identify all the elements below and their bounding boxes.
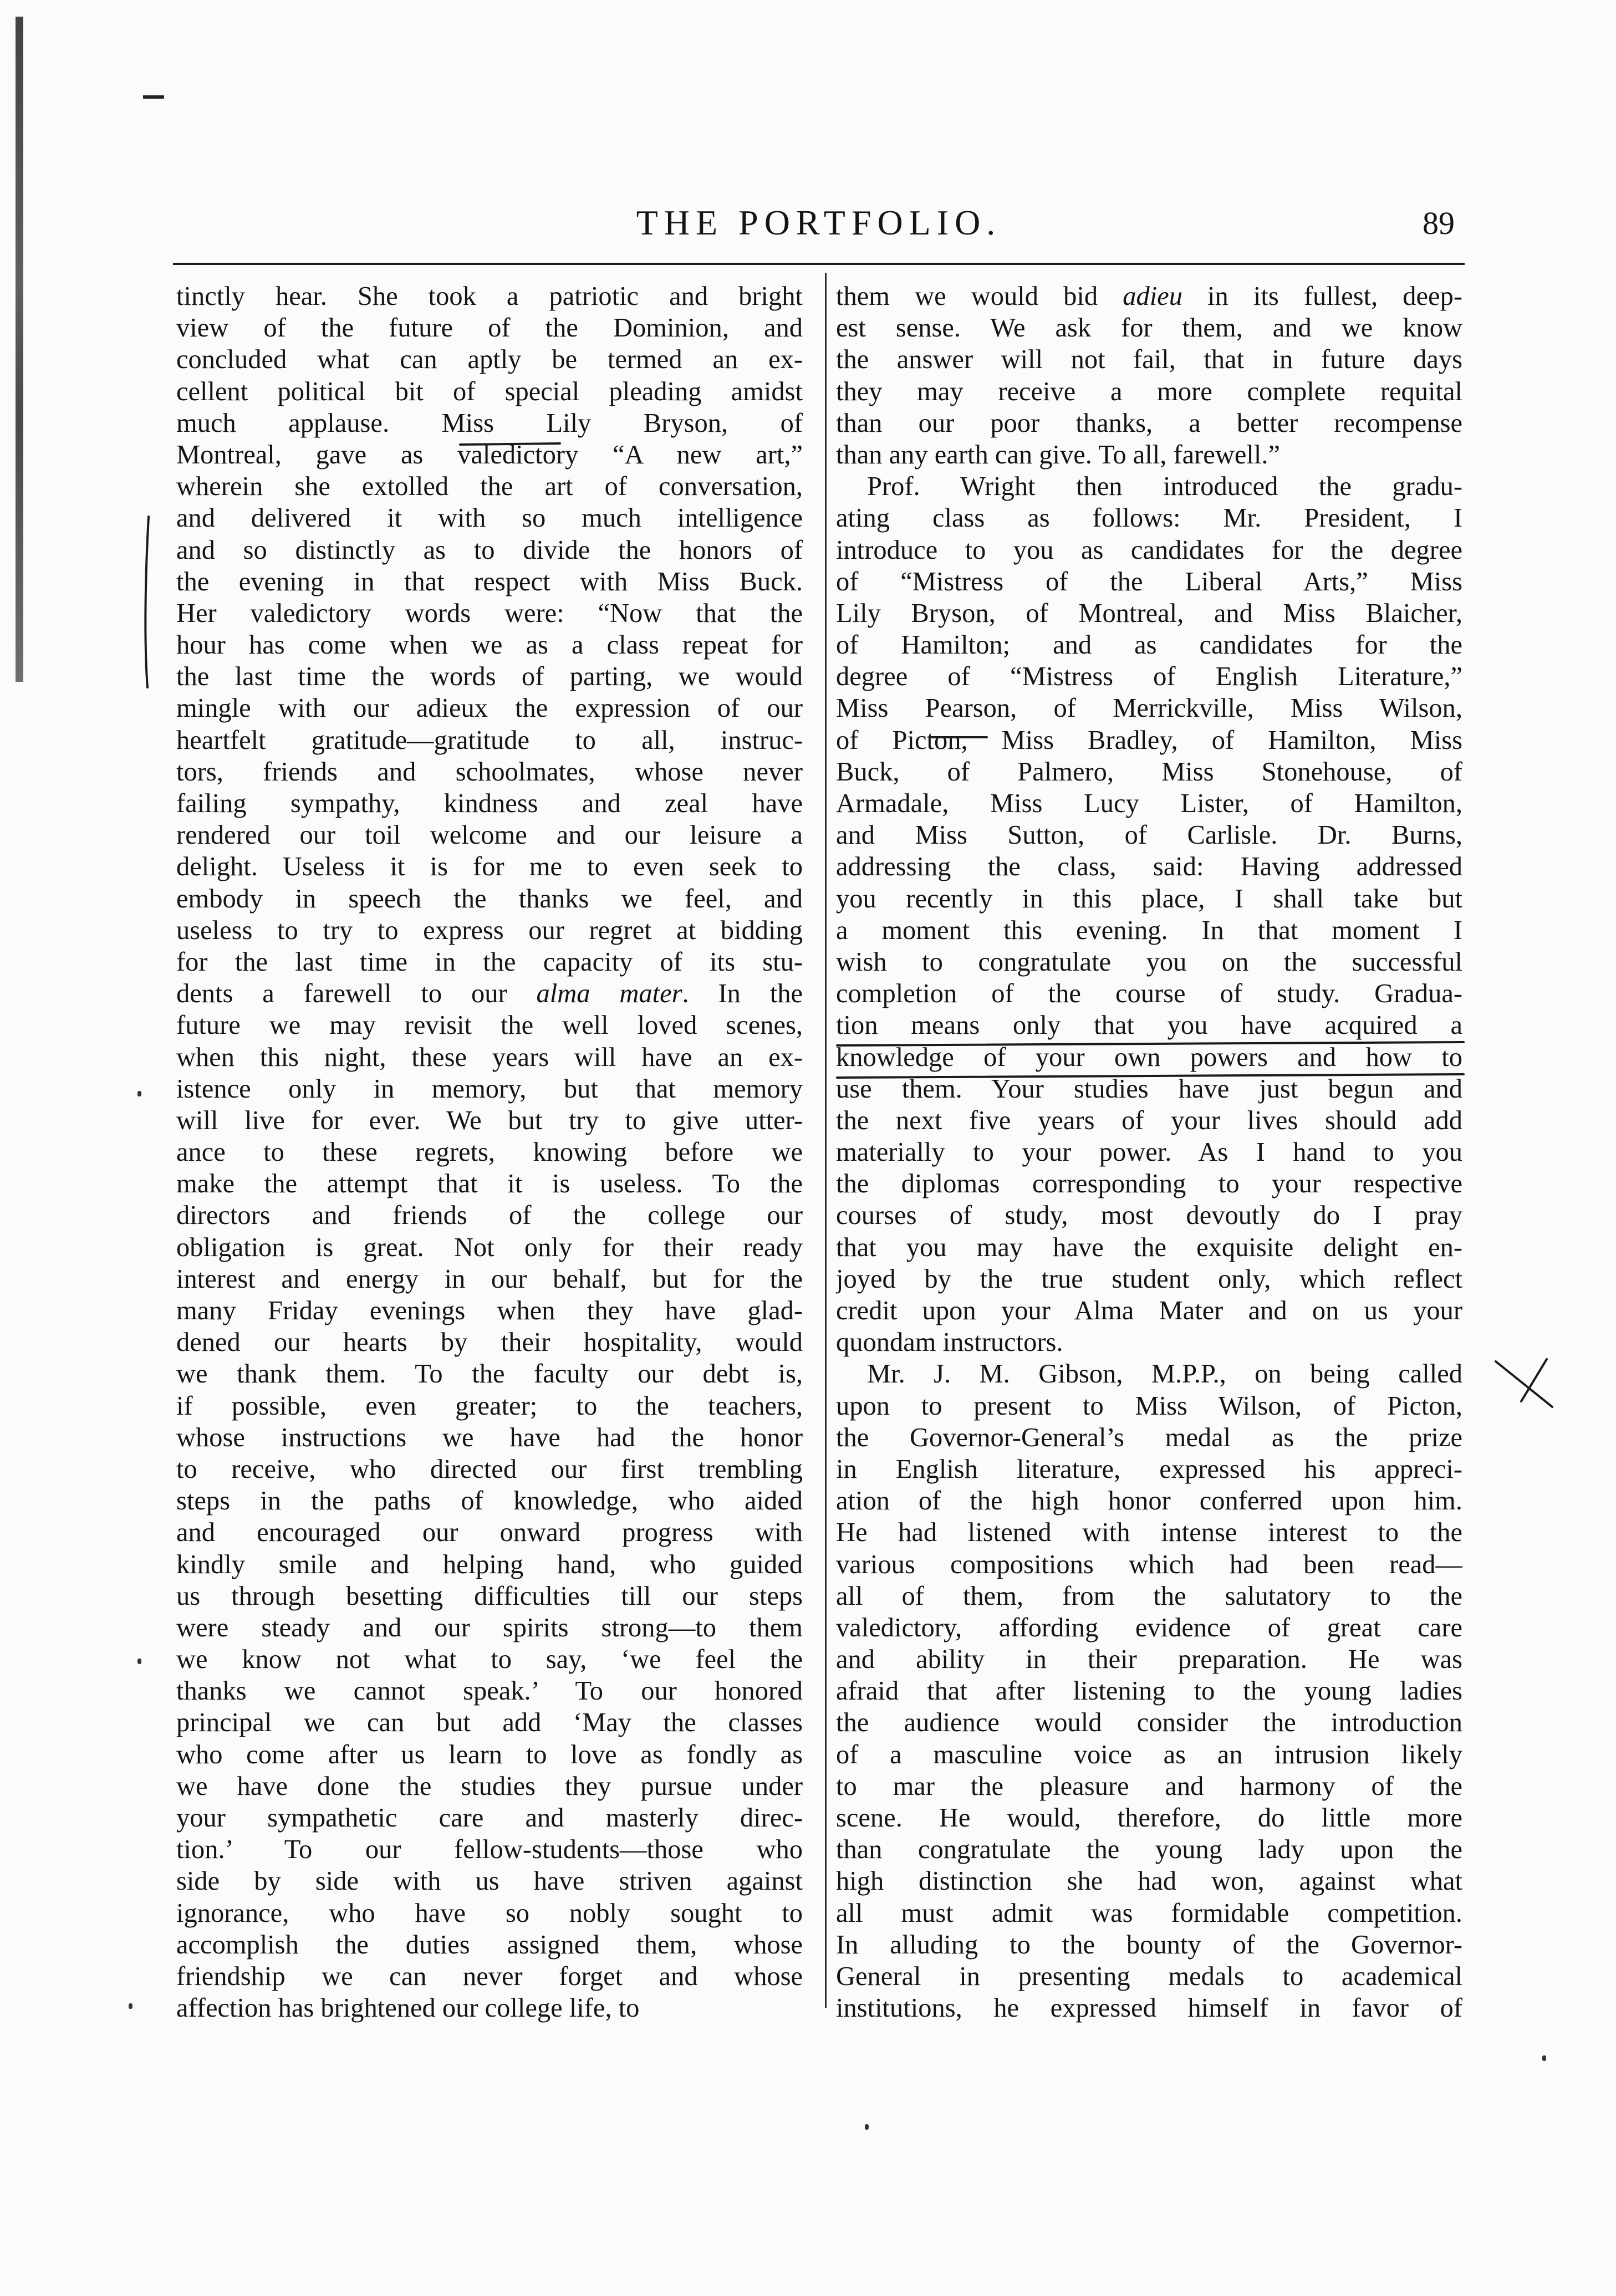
margin-speck — [1542, 2055, 1546, 2061]
right-column-line: and Miss Sutton, of Carlisle. Dr. Burns, — [836, 820, 1462, 850]
right-column-line: institutions, he expressed himself in favor of — [836, 1993, 1462, 2023]
right-column-line: Armadale, Miss Lucy Lister, of Hamilton, — [836, 789, 1462, 818]
right-column-line: the Governor-General’s medal as the prize — [836, 1422, 1462, 1452]
left-column-line: for the last time in the capacity of its stu- — [176, 947, 803, 977]
left-column-line: we thank them. To the faculty our debt is, — [176, 1359, 803, 1389]
right-column-line: to mar the pleasure and harmony of the — [836, 1771, 1462, 1801]
right-column-line: of Picton, Miss Bradley, of Hamilton, Miss — [836, 725, 1462, 755]
left-column-line: the evening in that respect with Miss Buck. — [176, 567, 803, 596]
running-head — [173, 203, 1465, 243]
right-column-line: use them. Your studies have just begun and — [836, 1074, 1462, 1104]
right-column-line: ation of the high honor conferred upon him. — [836, 1486, 1462, 1516]
right-column-line: introduce to you as candidates for the degree — [836, 535, 1462, 565]
right-column-line: completion of the course of study. Gradua- — [836, 979, 1462, 1009]
left-column-line: ance to these regrets, knowing before we — [176, 1137, 803, 1167]
left-column-line: whose instructions we have had the honor — [176, 1422, 803, 1452]
left-column-line: view of the future of the Dominion, and — [176, 313, 803, 343]
left-column-line: delight. Useless it is for me to even seek to — [176, 852, 803, 882]
right-column-line: than any earth can give. To all, farewell.” — [836, 440, 1280, 470]
margin-speck — [137, 1091, 141, 1096]
left-column-line: steps in the paths of knowledge, who aided — [176, 1486, 803, 1516]
left-column-line: the last time the words of parting, we would — [176, 662, 803, 692]
margin-cross-mark — [1496, 1359, 1552, 1407]
left-column-line: accomplish the duties assigned them, whose — [176, 1930, 803, 1960]
right-column-line: them we would bid adieu in its fullest, deep- — [836, 282, 1462, 311]
right-column-line: they may receive a more complete requital — [836, 376, 1462, 406]
left-column-line: Her valedictory words were: “Now that the — [176, 598, 803, 628]
left-column-line: dents a farewell to our alma mater. In the — [176, 979, 803, 1009]
right-column-line: General in presenting medals to academical — [836, 1961, 1462, 1991]
right-column-line: ating class as follows: Mr. President, I — [836, 503, 1462, 533]
margin-bracket-mark — [145, 517, 149, 687]
left-column-line: directors and friends of the college our — [176, 1201, 803, 1231]
left-column-line: ignorance, who have so nobly sought to — [176, 1898, 803, 1928]
margin-speck — [129, 2003, 132, 2009]
right-column-line: quondam instructors. — [836, 1328, 1063, 1358]
left-column-line: istence only in memory, but that memory — [176, 1074, 803, 1104]
right-column-line: courses of study, most devoutly do I pray — [836, 1201, 1462, 1231]
left-column-line: tion.’ To our fellow-students—those who — [176, 1835, 803, 1865]
right-column-line: various compositions which had been read— — [836, 1549, 1462, 1579]
left-column-line: were steady and our spirits strong—to them — [176, 1613, 803, 1642]
left-column-line: obligation is great. Not only for their ready — [176, 1232, 803, 1262]
right-column-line: you recently in this place, I shall take but — [836, 884, 1462, 914]
right-column-line: degree of “Mistress of English Literature,” — [836, 662, 1462, 692]
left-column-line: affection has brightened our college life, to — [176, 1993, 640, 2023]
left-column-line: future we may revisit the well loved scenes, — [176, 1011, 803, 1040]
right-column-line: upon to present to Miss Wilson, of Picton, — [836, 1391, 1462, 1421]
right-column-line: the diplomas corresponding to your respective — [836, 1169, 1462, 1199]
left-column-line: and encouraged our onward progress with — [176, 1518, 803, 1548]
binding-edge-shadow — [16, 17, 23, 682]
right-column-line: the answer will not fail, that in future days — [836, 345, 1462, 375]
right-column-line: addressing the class, said: Having addressed — [836, 852, 1462, 882]
page-number: 89 — [1423, 205, 1455, 241]
left-column-line: dened our hearts by their hospitality, would — [176, 1328, 803, 1358]
right-column-line: He had listened with intense interest to the — [836, 1518, 1462, 1548]
left-column — [176, 280, 803, 2024]
right-column-line: credit upon your Alma Mater and on us your — [836, 1296, 1462, 1325]
right-column-line: Lily Bryson, of Montreal, and Miss Blaicher, — [836, 598, 1462, 628]
left-column-line: failing sympathy, kindness and zeal have — [176, 789, 803, 818]
left-column-line: Montreal, gave as valedictory “A new art,” — [176, 440, 803, 470]
left-column-line: we know not what to say, ‘we feel the — [176, 1645, 803, 1675]
margin-speck — [865, 2124, 869, 2130]
column-divider — [825, 273, 827, 2008]
right-column-line: than our poor thanks, a better recompense — [836, 408, 1462, 438]
left-column-line: embody in speech the thanks we feel, and — [176, 884, 803, 914]
left-column-line: heartfelt gratitude—gratitude to all, instruc- — [176, 725, 803, 755]
margin-speck — [137, 1659, 141, 1664]
right-column-line: all must admit was formidable competition. — [836, 1898, 1462, 1928]
left-column-line: and so distinctly as to divide the honors of — [176, 535, 803, 565]
right-column-line: and ability in their preparation. He was — [836, 1645, 1462, 1675]
left-column-line: we have done the studies they pursue under — [176, 1771, 803, 1801]
left-column-line: if possible, even greater; to the teachers, — [176, 1391, 803, 1421]
right-column-line: scene. He would, therefore, do little more — [836, 1803, 1462, 1833]
left-column-line: friendship we can never forget and whose — [176, 1961, 803, 1991]
left-column-line: will live for ever. We but try to give utter- — [176, 1105, 803, 1135]
left-column-line: when this night, these years will have an ex- — [176, 1042, 803, 1072]
left-column-line: to receive, who directed our first trembling — [176, 1454, 803, 1484]
left-column-line: us through besetting difficulties till our steps — [176, 1581, 803, 1611]
right-column-line: than congratulate the young lady upon the — [836, 1835, 1462, 1865]
right-column-line: in English literature, expressed his appreci- — [836, 1454, 1462, 1484]
right-column-line: joyed by the true student only, which reflect — [836, 1264, 1462, 1294]
right-column-line: wish to congratulate you on the successful — [836, 947, 1462, 977]
right-column-line: of Hamilton; and as candidates for the — [836, 630, 1462, 660]
right-column-line: the audience would consider the introduction — [836, 1708, 1462, 1738]
right-column-line: afraid that after listening to the young ladies — [836, 1676, 1462, 1706]
left-column-line: mingle with our adieux the expression of our — [176, 693, 803, 723]
running-title: THE PORTFOLIO. — [636, 203, 1002, 242]
left-column-line: useless to try to express our regret at bidding — [176, 915, 803, 945]
left-column-line: much applause. Miss Lily Bryson, of — [176, 408, 803, 438]
right-column-line: est sense. We ask for them, and we know — [836, 313, 1462, 343]
left-column-line: who come after us learn to love as fondly as — [176, 1739, 803, 1769]
right-column-line: Prof. Wright then introduced the gradu- — [867, 472, 1462, 502]
right-column-line: knowledge of your own powers and how to — [836, 1042, 1462, 1072]
right-column-line: tion means only that you have acquired a — [836, 1011, 1462, 1040]
left-column-line: wherein she extolled the art of conversation, — [176, 472, 803, 502]
left-column-line: thanks we cannot speak.’ To our honored — [176, 1676, 803, 1706]
right-column-line: valedictory, affording evidence of great care — [836, 1613, 1462, 1642]
left-column-line: tinctly hear. She took a patriotic and bright — [176, 282, 803, 311]
right-column — [836, 280, 1462, 2024]
right-column-line: the next five years of your lives should add — [836, 1105, 1462, 1135]
left-column-line: tors, friends and schoolmates, whose never — [176, 757, 803, 787]
right-column-line: a moment this evening. In that moment I — [836, 915, 1462, 945]
left-column-line: your sympathetic care and masterly direc- — [176, 1803, 803, 1833]
left-column-line: principal we can but add ‘May the classes — [176, 1708, 803, 1738]
right-column-line: of “Mistress of the Liberal Arts,” Miss — [836, 567, 1462, 596]
left-column-line: concluded what can aptly be termed an ex- — [176, 345, 803, 375]
left-column-line: rendered our toil welcome and our leisure a — [176, 820, 803, 850]
right-column-line: all of them, from the salutatory to the — [836, 1581, 1462, 1611]
header-rule — [173, 263, 1465, 265]
margin-dash-mark — [143, 95, 164, 99]
left-column-line: side by side with us have striven against — [176, 1866, 803, 1896]
left-column-line: interest and energy in our behalf, but for the — [176, 1264, 803, 1294]
left-column-line: make the attempt that it is useless. To the — [176, 1169, 803, 1199]
right-column-line: Mr. J. M. Gibson, M.P.P., on being called — [867, 1359, 1462, 1389]
left-column-line: and delivered it with so much intelligence — [176, 503, 803, 533]
left-column-line: hour has come when we as a class repeat for — [176, 630, 803, 660]
left-column-line: many Friday evenings when they have glad- — [176, 1296, 803, 1325]
right-column-line: Buck, of Palmero, Miss Stonehouse, of — [836, 757, 1462, 787]
left-column-line: kindly smile and helping hand, who guided — [176, 1549, 803, 1579]
right-column-line: high distinction she had won, against what — [836, 1866, 1462, 1896]
right-column-line: of a masculine voice as an intrusion likely — [836, 1739, 1462, 1769]
right-column-line: In alluding to the bounty of the Governor- — [836, 1930, 1462, 1960]
right-column-line: that you may have the exquisite delight en- — [836, 1232, 1462, 1262]
right-column-line: Miss Pearson, of Merrickville, Miss Wilson, — [836, 693, 1462, 723]
left-column-line: cellent political bit of special pleading amidst — [176, 376, 803, 406]
right-column-line: materially to your power. As I hand to you — [836, 1137, 1462, 1167]
